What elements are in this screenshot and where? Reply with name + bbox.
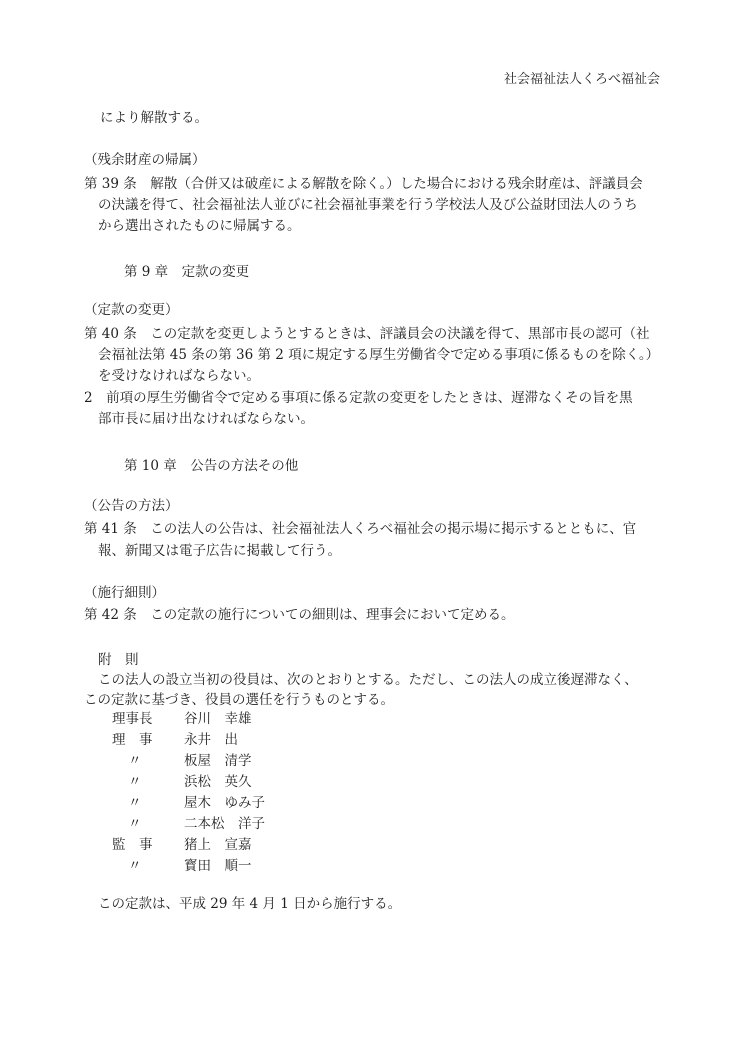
- officer-row: [100, 730, 265, 751]
- text-line: この定款に基づき、役員の選任を行うものとする。: [84, 692, 394, 708]
- officer-row: [100, 856, 265, 877]
- officer-name: 猪上 宣嘉: [184, 837, 252, 853]
- chapter-heading: 第 10 章 公告の方法その他: [124, 458, 299, 474]
- officer-row: [100, 835, 265, 856]
- article-40: 第 40 条 この定款を変更しようとするときは、評議員会の決議を得て、黒部市長の認可（社: [84, 326, 650, 342]
- officer-title: 〃: [128, 774, 142, 790]
- officer-row: [100, 793, 265, 814]
- article-caption: （施行細則）: [84, 585, 165, 601]
- officer-name: 二本松 洋子: [184, 816, 265, 832]
- officer-name: 永井 出: [184, 732, 238, 748]
- article-caption: （公告の方法）: [84, 498, 179, 514]
- officer-name: 浜松 英久: [184, 774, 252, 790]
- text-line: 会福祉法第 45 条の第 36 第 2 項に規定する厚生労働省令で定める事項に係るものを除く。）: [98, 347, 660, 363]
- text-line: から選出されたものに帰属する。: [98, 218, 301, 234]
- officer-row: [100, 772, 265, 793]
- article-caption: （定款の変更）: [84, 302, 179, 318]
- article-39: 第 39 条 解散（合併又は破産による解散を除く。）した場合における残余財産は、評議員会: [84, 176, 643, 192]
- article-40-paragraph-2: 2 前項の厚生労働省令で定める事項に係る定款の変更をしたときは、遅滞なくその旨を黒: [84, 390, 633, 406]
- officer-name: 谷川 幸雄: [184, 711, 252, 727]
- officer-row: [100, 814, 265, 835]
- text-line: この法人の設立当初の役員は、次のとおりとする。ただし、この法人の成立後遅滞なく、: [98, 672, 638, 688]
- officer-title: 監 事: [112, 837, 153, 853]
- officer-name: 板屋 清学: [184, 753, 252, 769]
- officer-title: 理事長: [112, 711, 153, 727]
- officer-title: 〃: [128, 795, 142, 811]
- text-line: 報、新聞又は電子広告に掲載して行う。: [98, 543, 341, 559]
- officer-title: 〃: [128, 858, 142, 874]
- officer-name: 屋木 ゆみ子: [184, 795, 265, 811]
- article-41: 第 41 条 この法人の公告は、社会福祉法人くろべ福祉会の掲示場に掲示するとともに、官: [84, 521, 637, 537]
- enforcement-clause: この定款は、平成 29 年 4 月 1 日から施行する。: [98, 896, 402, 912]
- article-42: 第 42 条 この定款の施行についての細則は、理事会において定める。: [84, 607, 515, 623]
- officer-row: [100, 709, 265, 730]
- text-line: 部市長に届け出なければならない。: [98, 411, 314, 427]
- text-line: により解散する。: [100, 110, 208, 126]
- chapter-heading: 第 9 章 定款の変更: [124, 264, 250, 280]
- article-caption: （残余財産の帰属）: [84, 152, 206, 168]
- supplementary-title: 附 則: [98, 652, 139, 668]
- text-line: を受けなければならない。: [98, 368, 260, 384]
- officer-title: 〃: [128, 753, 142, 769]
- officer-row: [100, 751, 265, 772]
- officer-title: 理 事: [112, 732, 153, 748]
- officer-name: 寳田 順一: [184, 858, 252, 874]
- officer-title: 〃: [128, 816, 142, 832]
- officer-list: [100, 709, 265, 877]
- text-line: の決議を得て、社会福祉法人並びに社会福祉事業を行う学校法人及び公益財団法人のうち: [98, 197, 638, 213]
- page-header-org-name: 社会福祉法人くろべ福祉会: [503, 72, 660, 87]
